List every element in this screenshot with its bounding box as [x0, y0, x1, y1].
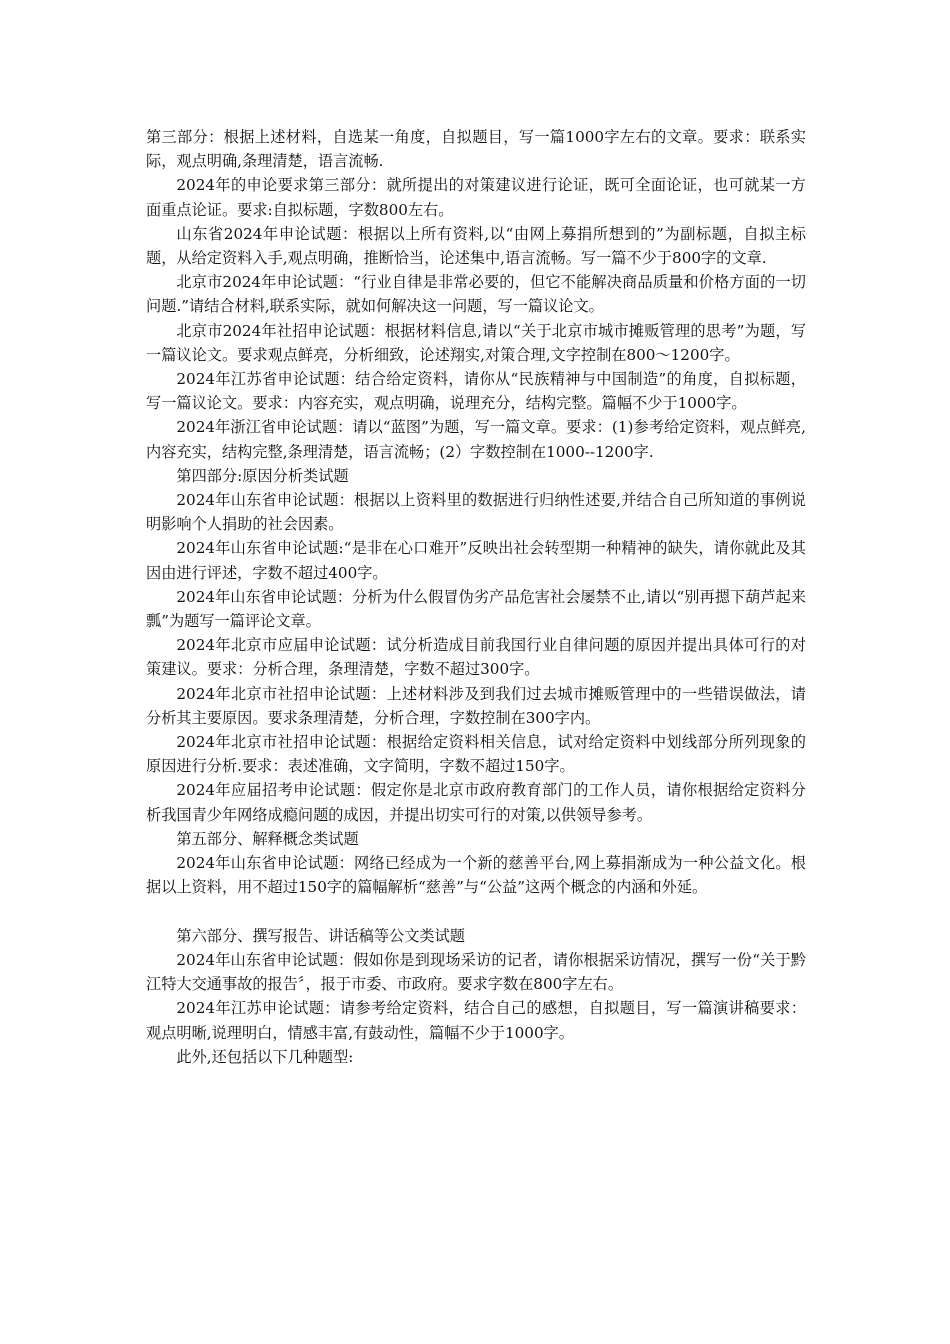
- paragraph: 2024年应届招考申论试题：假定你是北京市政府教育部门的工作人员，请你根据给定资料分析我国青少年网络成瘾问题的成因，并提出切实可行的对策,以供领导参考。: [146, 781, 806, 824]
- paragraph: 2024年的申论要求第三部分：就所提出的对策建议进行论证，既可全面论证，也可就某一方面重点论证。要求:自拟标题，字数800左右。: [146, 176, 806, 219]
- paragraph: 2024年江苏申论试题：请参考给定资料，结合自己的感想，自拟题目，写一篇演讲稿要求：观点明晰,说理明白，情感丰富,有鼓动性，篇幅不少于1000字。: [146, 999, 806, 1042]
- paragraph: 2024年山东省申论试题:“是非在心口难开”反映出社会转型期一种精神的缺失，请你就此及其因由进行评述，字数不超过400字。: [146, 539, 806, 582]
- paragraph-part3-intro: 第三部分：根据上述材料，自选某一角度，自拟题目，写一篇1000字左右的文章。要求：联系实际，观点明确,条理清楚，语言流畅.: [146, 128, 806, 171]
- section-heading-part6: 第六部分、撰写报告、讲话稿等公文类试题: [176, 926, 465, 945]
- paragraph: 北京市2024年申论试题：“行业自律是非常必要的，但它不能解决商品质量和价格方面的一切问题.”请结合材料,联系实际，就如何解决这一问题，写一篇议论文。: [146, 273, 806, 316]
- paragraph: 山东省2024年申论试题：根据以上所有资料,以“由网上募捐所想到的”为副标题，自拟主标题，从给定资料入手,观点明确，推断恰当，论述集中,语言流畅。写一篇不少于800字的文章.: [146, 224, 806, 268]
- paragraph-closing: 此外,还包括以下几种题型:: [176, 1047, 354, 1066]
- document-body: [146, 125, 806, 1069]
- paragraph: 2024年浙江省申论试题：请以“蓝图”为题，写一篇文章。要求：(1)参考给定资料，观点鲜亮,内容充实，结构完整,条理清楚，语言流畅；(2）字数控制在1000--1200字.: [146, 418, 806, 461]
- paragraph: 2024年山东省申论试题：分析为什么假冒伪劣产品危害社会屡禁不止,请以“别再摁下葫芦起来瓢”为题写一篇评论文章。: [146, 587, 806, 631]
- paragraph: 2024年山东省申论试题：根据以上资料里的数据进行归纳性述要,并结合自己所知道的事例说明影响个人捐助的社会因素。: [146, 491, 806, 534]
- section-heading-part4: 第四部分:原因分析类试题: [176, 466, 349, 485]
- paragraph: 2024年北京市社招申论试题：根据给定资料相关信息，试对给定资料中划线部分所列现象的原因进行分析.要求：表述准确，文字简明，字数不超过150字。: [146, 733, 806, 776]
- paragraph: 2024年山东省申论试题：网络已经成为一个新的慈善平台,网上募捐渐成为一种公益文化。根据以上资料，用不超过150字的篇幅解析“慈善”与“公益”这两个概念的内涵和外延。: [146, 854, 806, 897]
- paragraph: 2024年江苏省申论试题：结合给定资料，请你从“民族精神与中国制造”的角度，自拟标题，写一篇议论文。要求：内容充实，观点明确，说理充分，结构完整。篇幅不少于1000字。: [146, 370, 806, 413]
- blank-line: [146, 900, 806, 924]
- paragraph: 2024年山东省申论试题：假如你是到现场采访的记者，请你根据采访情况，撰写一份“关于黔江特大交通事故的报告〞，报于市委、市政府。要求字数在800字左右。: [146, 950, 806, 994]
- section-heading-part5: 第五部分、解释概念类试题: [176, 829, 359, 848]
- paragraph: 2024年北京市应届申论试题：试分析造成目前我国行业自律问题的原因并提出具体可行的对策建议。要求：分析合理，条理清楚，字数不超过300字。: [146, 636, 806, 679]
- paragraph: 北京市2024年社招申论试题：根据材料信息,请以“关于北京市城市摊贩管理的思考”为题，写一篇议论文。要求观点鲜亮，分析细致，论述翔实,对策合理,文字控制在800～1200字。: [146, 321, 806, 364]
- paragraph: 2024年北京市社招申论试题：上述材料涉及到我们过去城市摊贩管理中的一些错误做法，请分析其主要原因。要求条理清楚，分析合理，字数控制在300字内。: [146, 684, 806, 727]
